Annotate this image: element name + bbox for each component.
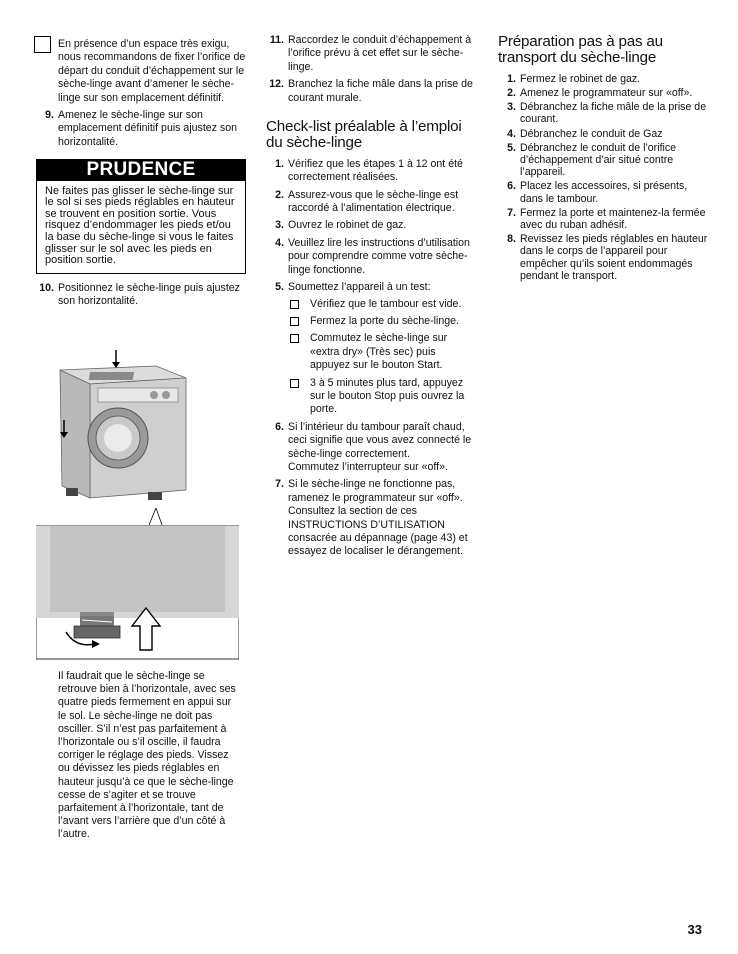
step-text: Branchez la fiche mâle dans la prise de courant murale. [288, 78, 473, 104]
step-number: 6. [507, 180, 516, 193]
step-number: 2. [507, 87, 516, 100]
step-text: Si l’intérieur du tambour paraît chaud, ceci signifie que vous avez connecté le sèche-linge correctement. [288, 420, 472, 460]
list-item [266, 237, 476, 277]
list-item [266, 189, 476, 216]
list-item [36, 109, 246, 149]
checklist-heading: Check-list préalable à l’emploi du sèche-linge [266, 118, 462, 152]
step-text: Débranchez le conduit de l’orifice d’échappement d’air situé contre l’appareil. [520, 141, 677, 179]
list-item [288, 377, 476, 417]
step-list-10 [36, 282, 246, 309]
step-text: Veuillez lire les instructions d’utilisation pour comprendre comme votre sèche-linge fonctionne. [288, 236, 470, 276]
step-list-9 [36, 109, 246, 149]
step-number: 2. [275, 188, 284, 201]
substep-text: Fermez la porte du sèche-linge. [310, 314, 459, 327]
list-item [288, 332, 476, 372]
transport-heading: Préparation pas à pas au transport du sèche-linge [498, 33, 663, 67]
step-text: Revissez les pieds réglables en hauteur dans le corps de l’appareil pour empêcher qu’ils soient endommagés pendant le transport. [520, 233, 708, 282]
dryer-leveling-illustration [36, 350, 239, 667]
step-number: 12. [269, 78, 284, 91]
checklist-steps [266, 158, 476, 559]
step-text: Assurez-vous que le sèche-linge est raccordé à l’alimentation électrique. [288, 188, 459, 215]
step-number: 4. [275, 236, 284, 249]
list-item [288, 315, 476, 328]
list-item [266, 421, 476, 475]
list-item [266, 219, 476, 232]
list-item [266, 78, 476, 105]
step-number: 11. [269, 34, 284, 46]
list-item [498, 128, 708, 140]
list-item [36, 282, 246, 309]
list-item [498, 180, 708, 204]
step-text: Fermez la porte et maintenez-la fermée avec du ruban adhésif. [520, 206, 706, 232]
step-text: Si le sèche-linge ne fonctionne pas, ramenez le programmateur sur «off». Consultez la section de ces INSTRUCTIONS D’UTILISATION consacrée au dépannage (page 43) et essayez de localiser le dérangement. [288, 478, 468, 558]
step-number: 8. [507, 233, 516, 246]
step-number: 5. [507, 141, 516, 154]
step-number: 3. [275, 219, 284, 232]
step-text: Amenez le programmateur sur «off». [520, 87, 693, 100]
checkbox-icon [290, 300, 299, 309]
step-number: 7. [275, 478, 284, 491]
transport-steps [498, 73, 708, 282]
step-number: 3. [507, 101, 516, 114]
list-item [266, 478, 476, 558]
list-item [498, 233, 708, 282]
checkbox-icon [290, 379, 299, 388]
step-number: 6. [275, 420, 284, 433]
column-left [36, 38, 246, 313]
step-text: Ouvrez le robinet de gaz. [288, 219, 407, 232]
checkbox-icon [290, 317, 299, 326]
exhaust-note [36, 38, 246, 105]
dryer-illustration [36, 350, 239, 662]
caution-text: Ne faites pas glisser le sèche-linge sur le sol si ses pieds réglables en hauteur se trouvent en position sortie. Vous risquez d’endommager les pieds et/ou la base du sèche-linge si vous le faites glisser sur le sol avec les pieds en position sortie. [45, 184, 235, 267]
list-item [498, 142, 708, 179]
step-number: 4. [507, 127, 516, 140]
list-item [266, 281, 476, 417]
step-text: Raccordez le conduit d’échappement à l’orifice prévu à cet effet sur le sèche-linge. [288, 34, 472, 73]
substep-text: Commutez le sèche-linge sur «extra dry» (Très sec) puis appuyez sur le bouton Start. [310, 332, 448, 372]
substep-text: 3 à 5 minutes plus tard, appuyez sur le bouton Stop puis ouvrez la porte. [310, 376, 465, 416]
step-text: Soumettez l’appareil à un test: [288, 281, 431, 294]
list-item [288, 298, 476, 311]
column-right [498, 34, 708, 284]
step-text: Débranchez la fiche mâle de la prise de courant. [520, 101, 707, 126]
leveling-paragraph: Il faudrait que le sèche-linge se retrouve bien à l’horizontale, avec ses quatre pieds fermement en appui sur le sol. Le sèche-linge ne doit pas osciller. S’il n’est pas parfaitement à l’horizontale ou s’il oscille, il faudra corriger le réglage des pieds. Vissez ou dévissez les pieds réglables en hauteur jusqu’à ce que le sèche-linge cesse de s’agiter et se trouve parfaitement à l’horizontale, tant de l’avant vers l’arrière que d’un côté à l’autre. [58, 670, 236, 841]
checkbox-icon [290, 334, 299, 343]
list-item [498, 101, 708, 125]
page-number: 33 [687, 922, 702, 937]
list-item [498, 207, 708, 231]
list-item [498, 87, 708, 99]
step-text: Vérifiez que les étapes 1 à 12 ont été correctement réalisées. [288, 157, 463, 184]
column-middle [266, 34, 476, 563]
step-text: Débranchez le conduit de Gaz [520, 127, 663, 140]
step-number: 7. [507, 206, 516, 219]
step-number: 1. [275, 157, 284, 170]
step-text: Amenez le sèche-linge sur son emplacement définitif puis ajustez son horizontalité. [58, 109, 238, 148]
substep-text: Vérifiez que le tambour est vide. [310, 297, 462, 310]
step-extra-text: Commutez l’interrupteur sur «off». [288, 460, 448, 473]
caution-box [36, 159, 246, 274]
step-number: 10. [39, 281, 54, 294]
step-number: 9. [45, 109, 54, 122]
step-number: 5. [275, 281, 284, 294]
list-item [498, 73, 708, 85]
step-list-11-12 [266, 34, 476, 105]
exhaust-note-text: En présence d’un espace très exigu, nous recommandons de fixer l’orifice de départ du conduit d’échappement sur le sèche-linge avant d’amener le sèche-linge sur son emplacement définitif. [58, 38, 246, 104]
step-number: 1. [507, 72, 516, 85]
step-text: Fermez le robinet de gaz. [520, 72, 641, 85]
list-item [266, 34, 476, 74]
caution-title: PRUDENCE [37, 160, 245, 180]
step-text: Positionnez le sèche-linge puis ajustez son horizontalité. [58, 281, 240, 308]
checkbox-icon [34, 36, 51, 53]
step-text: Placez les accessoires, si présents, dans le tambour. [520, 180, 688, 205]
test-substeps [288, 298, 476, 417]
list-item [266, 158, 476, 185]
